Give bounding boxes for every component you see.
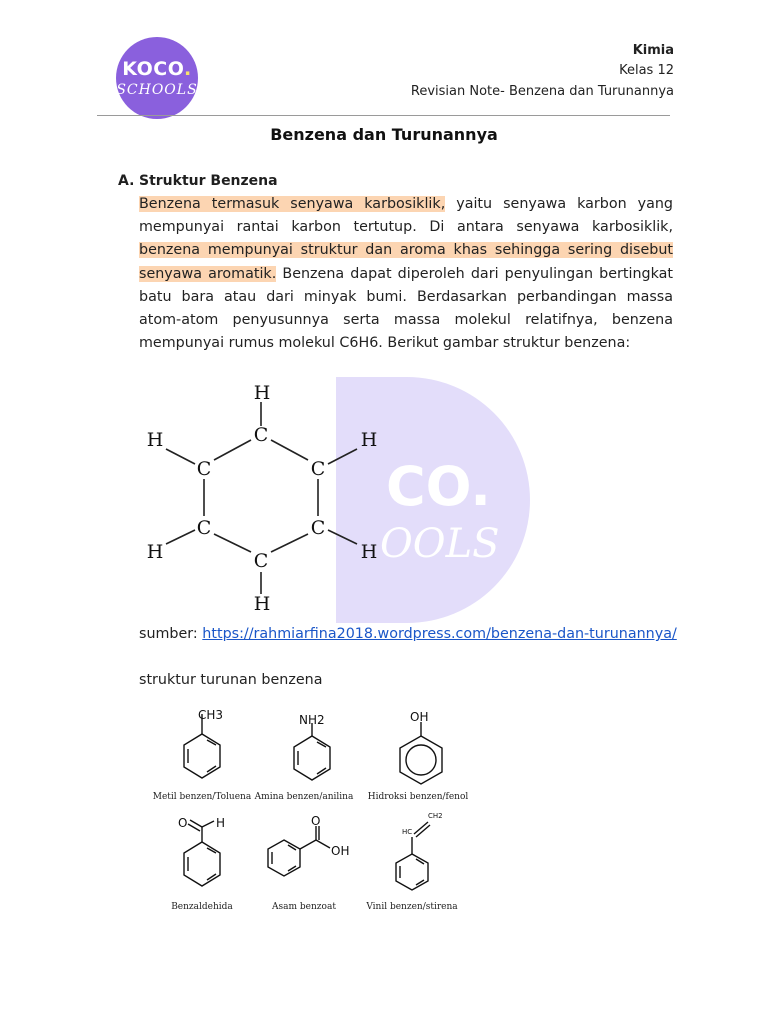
- atom-c-top: C: [253, 424, 269, 446]
- source-label: sumber:: [139, 626, 203, 642]
- styrene-ch2: CH2: [428, 812, 443, 820]
- atom-c-lower-left: C: [196, 517, 212, 539]
- watermark-text: CO.: [386, 455, 491, 518]
- header-class: Kelas 12: [619, 63, 674, 78]
- watermark-subtext: OOLS: [380, 521, 500, 567]
- benzoic-acid-structure: [268, 826, 330, 876]
- aniline-group: NH2: [299, 713, 325, 727]
- atom-h-upper-right: H: [360, 429, 378, 451]
- page-title: Benzena dan Turunannya: [270, 125, 498, 144]
- source-link[interactable]: https://rahmiarfina2018.wordpress.com/benzena-dan-turunannya/: [202, 626, 677, 642]
- benzaldehyde-label: Benzaldehida: [171, 902, 233, 912]
- atom-h-top: H: [253, 382, 271, 404]
- header-divider: [97, 115, 670, 116]
- header-note: Revisian Note- Benzena dan Turunannya: [410, 84, 674, 99]
- atom-c-upper-right: C: [310, 458, 326, 480]
- koco-schools-logo: [116, 37, 198, 119]
- toluene-group: CH3: [198, 708, 224, 722]
- atom-h-lower-right: H: [360, 541, 378, 563]
- benzoic-acid-label: Asam benzoat: [272, 902, 336, 912]
- paragraph-text-2: Benzena dapat diperoleh dari penyulingan bertingkat batu bara atau dari minyak bumi. Berdasarkan perbandingan massa atom-atom penyusunnya serta massa molekul relatifnya, benzena mempunyai rumus molekul C6H6. Berikut gambar struktur benzena:: [139, 265, 673, 352]
- derivatives-svg: [144, 694, 468, 918]
- benzoic-acid-oh: OH: [331, 844, 350, 858]
- aniline-structure: [294, 723, 330, 780]
- toluene-label: Metil benzen/Toluena: [152, 792, 252, 802]
- highlight-1: Benzena termasuk senyawa karbosiklik,: [139, 196, 446, 212]
- atom-h-bottom: H: [253, 593, 271, 615]
- phenol-group: OH: [410, 710, 429, 724]
- benzaldehyde-structure: [184, 820, 220, 886]
- atom-c-bottom: C: [253, 550, 269, 572]
- benzene-derivatives-figure: [144, 694, 468, 918]
- toluene-structure: [184, 714, 220, 778]
- benzene-structure-diagram: [135, 378, 385, 618]
- paragraph-text-1: yaitu senyawa karbon yang mempunyai rantai karbon tertutup. Di antara senyawa karbosiklik,: [139, 196, 673, 236]
- logo-subtitle: SCHOOLS: [116, 82, 198, 98]
- logo-wordmark: KOCO.: [122, 58, 192, 80]
- derivatives-heading: struktur turunan benzena: [139, 672, 323, 688]
- highlight-2: benzena mempunyai struktur dan aroma khas sehingga sering disebut senyawa aromatik.: [139, 242, 673, 282]
- atom-c-lower-right: C: [310, 517, 326, 539]
- atom-h-lower-left: H: [146, 541, 164, 563]
- header-subject: Kimia: [632, 43, 674, 58]
- atom-c-upper-left: C: [196, 458, 212, 480]
- styrene-label: Vinil benzen/stirena: [366, 902, 458, 912]
- phenol-label: Hidroksi benzen/fenol: [367, 792, 468, 802]
- benzaldehyde-h: H: [216, 816, 226, 830]
- section-heading: Struktur Benzena: [139, 173, 278, 189]
- source-line: [139, 626, 677, 642]
- benzoic-acid-o: O: [311, 814, 321, 828]
- aniline-label: Amina benzen/anilina: [254, 792, 354, 802]
- section-letter: A.: [118, 173, 135, 189]
- atom-h-upper-left: H: [146, 429, 164, 451]
- styrene-hc: HC: [402, 828, 413, 836]
- phenol-structure: [400, 722, 442, 784]
- section-paragraph: [139, 193, 673, 355]
- benzaldehyde-o: O: [178, 816, 188, 830]
